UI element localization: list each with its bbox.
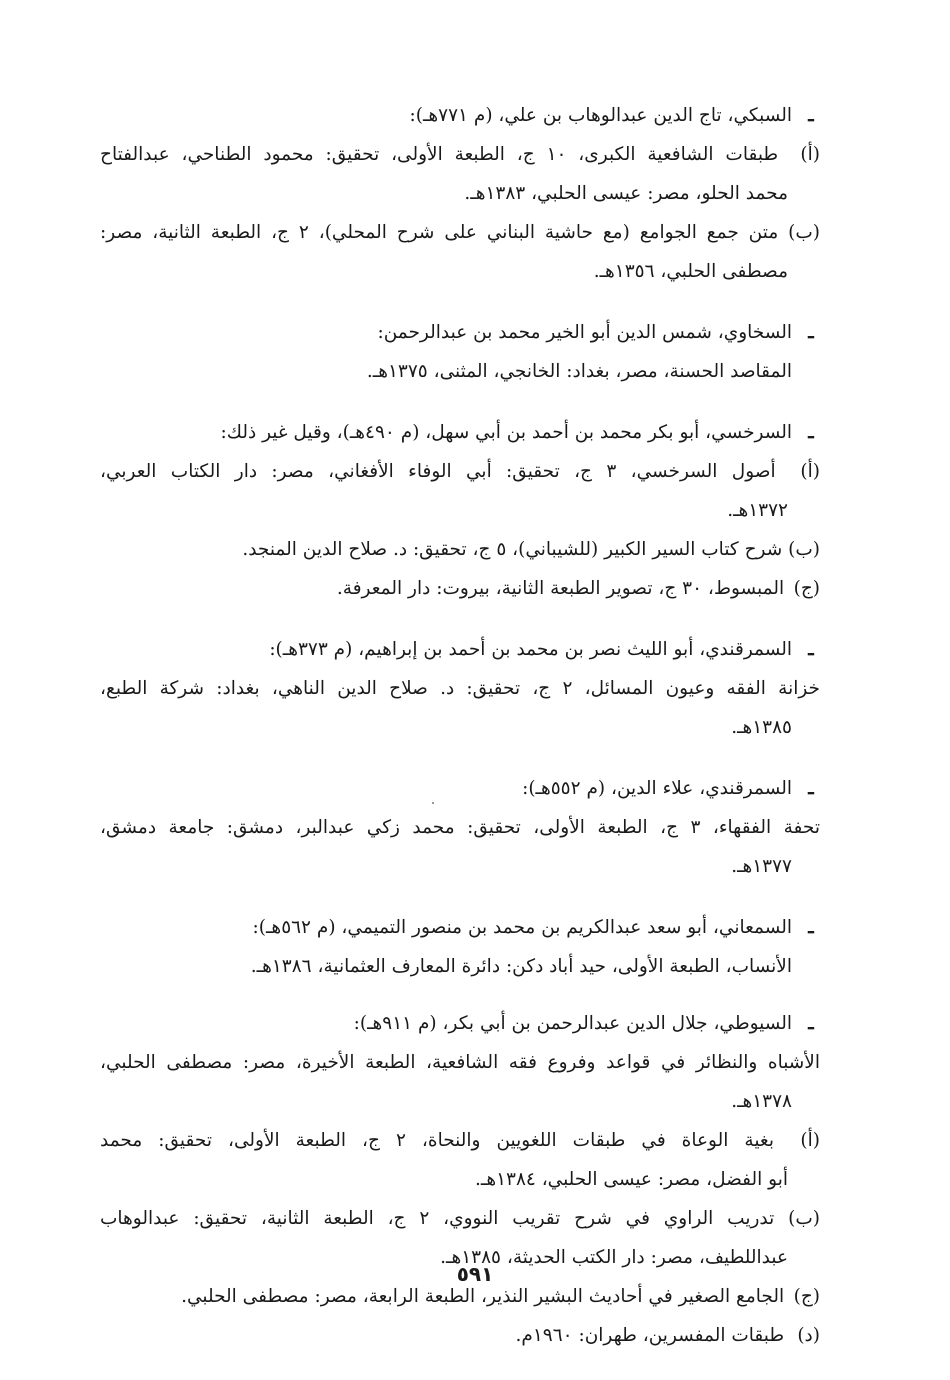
entry-dash: ـ — [808, 422, 814, 443]
item-text: شرح كتاب السير الكبير (للشيباني)، ٥ ج، تحقيق: د. صلاح الدين المنجد. — [242, 539, 783, 560]
entry-heading — [100, 769, 820, 808]
entry-item — [100, 1121, 820, 1160]
bibliography-entry-suyuti — [100, 1004, 820, 1355]
entry-dash: ـ — [808, 639, 814, 660]
item-letter: (ب) — [788, 222, 820, 243]
bibliography-entry-samarqandi-abulayth — [100, 630, 820, 747]
item-text: طبقات الشافعية الكبرى، ١٠ ج، الطبعة الأولى، تحقيق: محمود الطناحي، عبدالفتاح — [100, 144, 779, 165]
item-letter: (أ) — [800, 461, 820, 482]
entry-heading — [100, 313, 820, 352]
item-continuation: ١٣٧٢هـ. — [727, 500, 788, 521]
item-text: بغية الوعاة في طبقات اللغويين والنحاة، ٢ ج، الطبعة الأولى، تحقيق: محمد — [100, 1130, 774, 1151]
entry-text: خزانة الفقه وعيون المسائل، ٢ ج، تحقيق: د. صلاح الدين الناهي، بغداد: شركة الطبع، — [100, 678, 820, 699]
entry-item — [100, 135, 820, 174]
entry-heading-text: السيوطي، جلال الدين عبدالرحمن بن أبي بكر، (م ٩١١هـ): — [353, 1013, 792, 1034]
entry-dash: ـ — [808, 778, 814, 799]
item-text: تدريب الراوي في شرح تقريب النووي، ٢ ج، الطبعة الثانية، تحقيق: عبدالوهاب — [100, 1208, 775, 1229]
print-speck — [432, 802, 434, 804]
entry-dash: ـ — [808, 322, 814, 343]
entry-text: المقاصد الحسنة، مصر، بغداد: الخانجي، المثنى، ١٣٧٥هـ. — [366, 361, 792, 382]
entry-heading-text: السخاوي، شمس الدين أبو الخير محمد بن عبدالرحمن: — [377, 322, 792, 343]
entry-heading — [100, 1004, 820, 1043]
item-letter: (ب) — [788, 1208, 820, 1229]
bibliography-entry-sarakhsi — [100, 413, 820, 608]
item-continuation: عبداللطيف، مصر: دار الكتب الحديثة، ١٣٨٥هـ. — [440, 1247, 788, 1268]
item-letter: (أ) — [800, 1130, 820, 1151]
entry-heading-text: السرخسي، أبو بكر محمد بن أحمد بن أبي سهل، (م ٤٩٠هـ)، وقيل غير ذلك: — [220, 422, 792, 443]
item-continuation: مصطفى الحلبي، ١٣٥٦هـ. — [593, 261, 788, 282]
page-number: ٥٩١ — [456, 1262, 494, 1286]
entry-item — [100, 213, 820, 252]
entry-heading-text: السبكي، تاج الدين عبدالوهاب بن علي، (م ٧٧١هـ): — [409, 105, 792, 126]
bibliography-entry-subki — [100, 96, 820, 291]
item-letter: (ج) — [793, 578, 820, 599]
entry-dash: ـ — [808, 105, 814, 126]
entry-heading — [100, 413, 820, 452]
item-text: أصول السرخسي، ٣ ج، تحقيق: أبي الوفاء الأفغاني، مصر: دار الكتاب العربي، — [100, 461, 776, 482]
entry-text-continuation: ١٣٧٧هـ. — [731, 856, 792, 877]
entry-item — [100, 530, 820, 569]
item-letter: (ج) — [793, 1286, 820, 1307]
item-continuation: محمد الحلو، مصر: عيسى الحلبي، ١٣٨٣هـ. — [464, 183, 788, 204]
entry-item — [100, 1199, 820, 1238]
entry-text-continuation: ١٣٧٨هـ. — [731, 1091, 792, 1112]
entry-heading — [100, 96, 820, 135]
item-text: الجامع الصغير في أحاديث البشير النذير، الطبعة الرابعة، مصر: مصطفى الحلبي. — [181, 1286, 785, 1307]
entry-heading-text: السمرقندي، علاء الدين، (م ٥٥٢هـ): — [522, 778, 792, 799]
entry-text: تحفة الفقهاء، ٣ ج، الطبعة الأولى، تحقيق: محمد زكي عبدالبر، دمشق: جامعة دمشق، — [100, 817, 820, 838]
entry-dash: ـ — [808, 917, 814, 938]
entry-heading — [100, 908, 820, 947]
entry-text: الأنساب، الطبعة الأولى، حيد أباد دكن: دائرة المعارف العثمانية، ١٣٨٦هـ. — [250, 956, 792, 977]
entry-item — [100, 569, 820, 608]
entry-heading-text: السمعاني، أبو سعد عبدالكريم بن محمد بن منصور التميمي، (م ٥٦٢هـ): — [252, 917, 792, 938]
entry-heading — [100, 630, 820, 669]
item-letter: (أ) — [800, 144, 820, 165]
item-text: متن جمع الجوامع (مع حاشية البناني على شرح المحلي)، ٢ ج، الطبعة الثانية، مصر: — [100, 222, 779, 243]
entry-text: الأشباه والنظائر في قواعد وفروع فقه الشافعية، الطبعة الأخيرة، مصر: مصطفى الحلبي، — [100, 1052, 820, 1073]
item-letter: (د) — [797, 1325, 820, 1346]
bibliography-entry-samarqandi-alauddin — [100, 769, 820, 886]
item-text: المبسوط، ٣٠ ج، تصوير الطبعة الثانية، بيروت: دار المعرفة. — [336, 578, 785, 599]
entry-heading-text: السمرقندي، أبو الليث نصر بن محمد بن أحمد بن إبراهيم، (م ٣٧٣هـ): — [269, 639, 792, 660]
entry-item — [100, 452, 820, 491]
item-text: طبقات المفسرين، طهران: ١٩٦٠م. — [515, 1325, 785, 1346]
bibliography-entry-samani — [100, 908, 820, 986]
bibliography-page — [100, 96, 820, 1355]
entry-dash: ـ — [808, 1013, 814, 1034]
entry-item — [100, 1316, 820, 1355]
entry-text-continuation: ١٣٨٥هـ. — [731, 717, 792, 738]
item-continuation: أبو الفضل، مصر: عيسى الحلبي، ١٣٨٤هـ. — [475, 1169, 788, 1190]
item-letter: (ب) — [788, 539, 820, 560]
bibliography-entry-sakhawi — [100, 313, 820, 391]
